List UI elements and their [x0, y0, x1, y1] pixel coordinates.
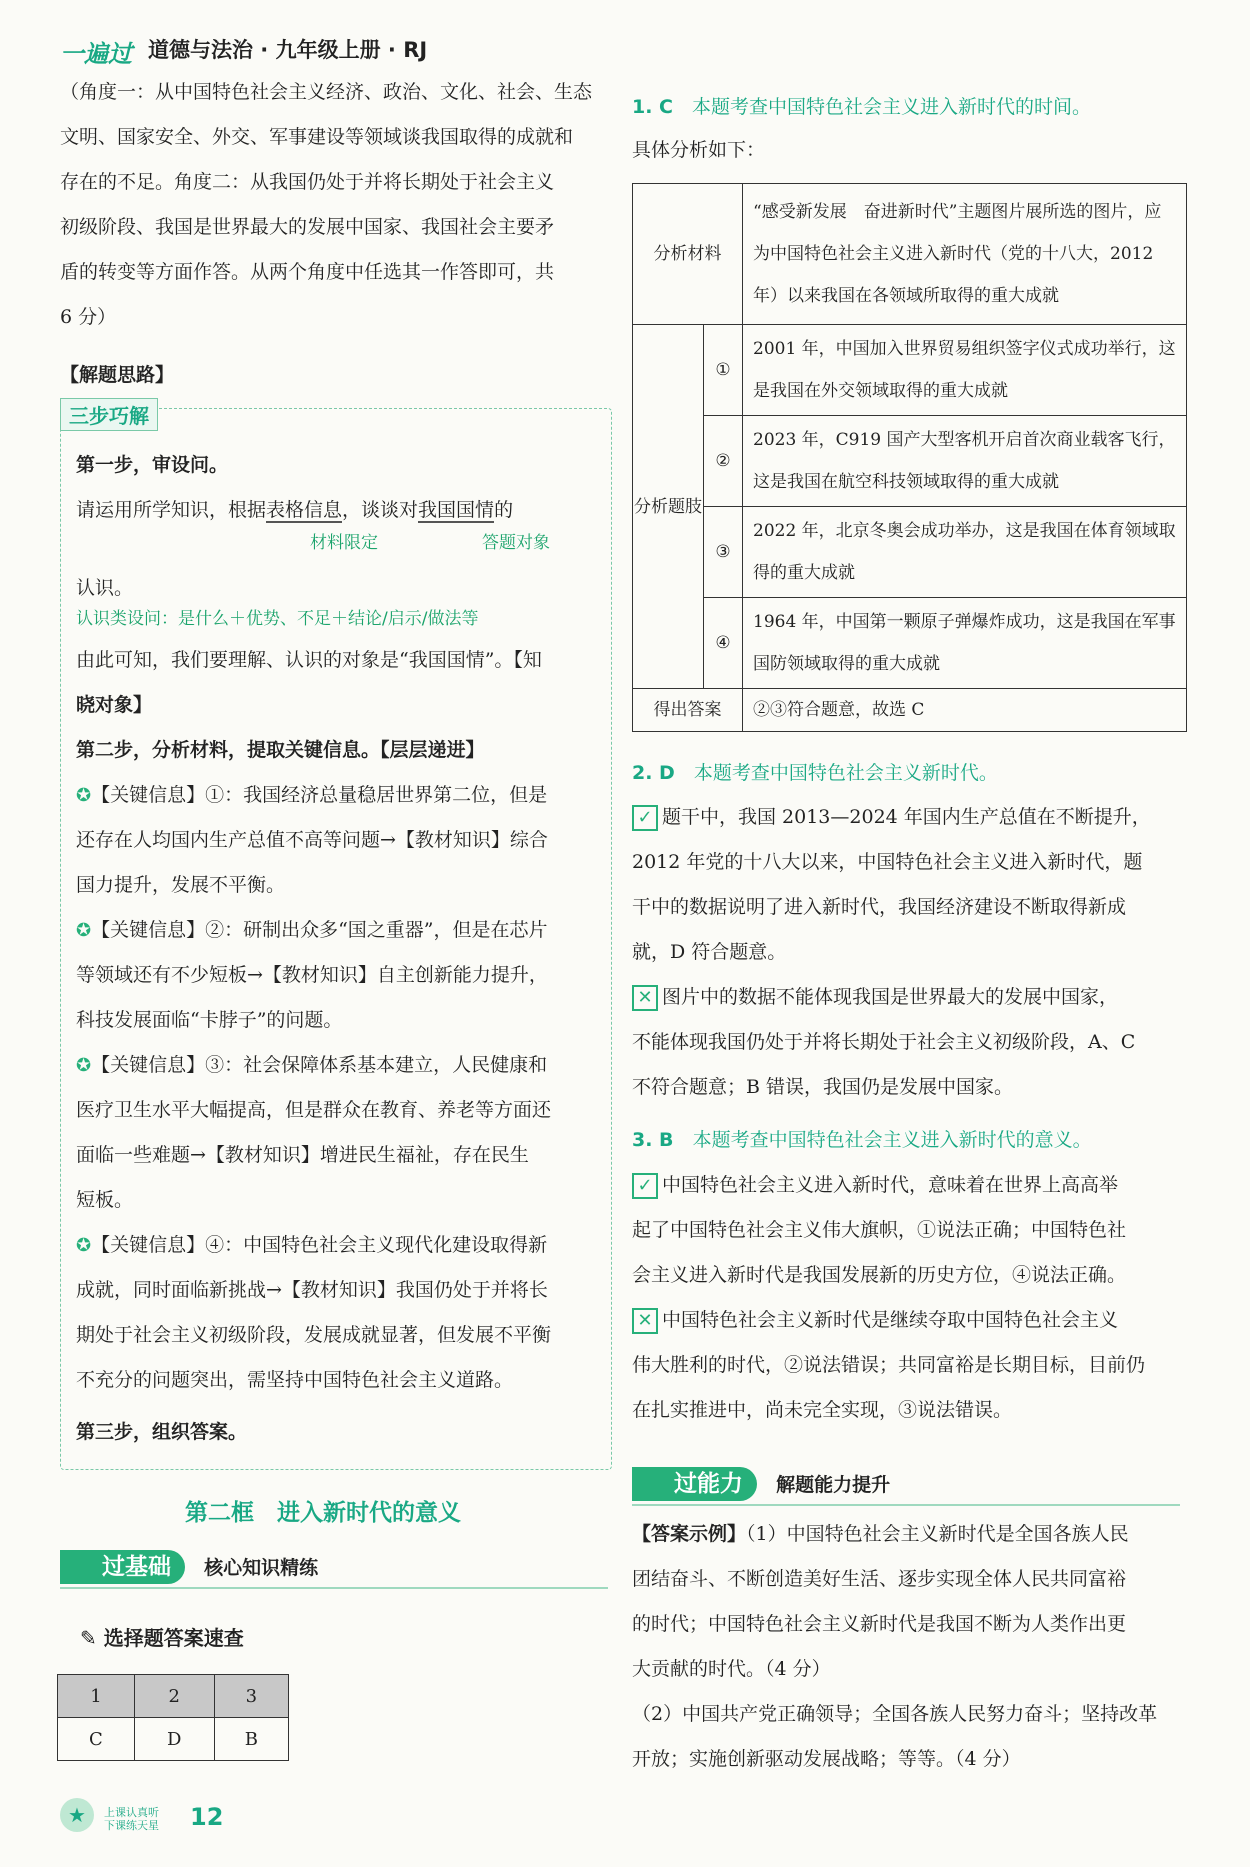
pencil-icon: ✎	[80, 1626, 97, 1650]
brand-logo: 一遍过	[60, 40, 132, 68]
basic-bar-sub: 核心知识精练	[204, 1557, 319, 1579]
q2-heading: 2. D 本题考查中国特色社会主义新时代。	[632, 762, 998, 784]
check-icon: ✓	[632, 1173, 658, 1199]
star-icon: ✪	[76, 920, 92, 941]
q1-sub: 具体分析如下：	[632, 139, 766, 161]
footer-slogan: 上课认真听 下课练天星	[104, 1806, 159, 1832]
intro-text: （角度一：从中国特色社会主义经济、政治、文化、社会、生态 文明、国家安全、外交、军事建设等领域谈我国取得的成就和 存在的不足。角度二：从我国仍处于并将长期处于社会主义 初级阶段、我国是世界最大的发展中国家、我国社会主要矛 盾的转变等方面作答。从两个角度中任选其一作答即可，共 6 分）	[60, 81, 593, 328]
answer-example: 【答案示例】（1）中国特色社会主义新时代是全国各族人民 团结奋斗、不断创造美好生活、逐步实现全体人民共同富裕 的时代；中国特色社会主义新时代是我国不断为人类作出更 大贡献的时代。（4 分） （2）中国共产党正确领导；全国各族人民努力奋斗；坚持改革 开放；实施创新驱动发展战略；等等。（4 分）	[632, 1523, 1158, 1770]
page-number: 12	[190, 1803, 224, 1831]
cross-icon: ✕	[632, 1308, 658, 1334]
step2-title: 第二步，分析材料，提取关键信息。【层层递进】	[76, 739, 485, 761]
star-icon: ✪	[76, 1235, 92, 1256]
page-header-title: 道德与法治 · 九年级上册 · RJ	[148, 38, 428, 62]
mascot-icon: ★	[60, 1798, 94, 1832]
ability-bar-label: 过能力	[632, 1467, 757, 1501]
analysis-table: 分析材料 “感受新发展 奋进新时代”主题图片展所选的图片，应为中国特色社会主义进入新时代（党的十八大，2012 年）以来我国在各领域所取得的重大成就 分析题肢 ① 2001 年，中国加入世界贸易组织签字仪式成功举行，这是我国在外交领域取得的重大成就 ② 2023 年，C919 国产大型客机开启首次商业载客飞行，这是我国在航空科技领域取得的重大成就 ③ 2022 年，北京冬奥会成功举办，这是我国在体育领域取得的重大成就 ④ 1964 年，中国第一颗原子弹爆炸成功，这是我国在军事国防领域取得的重大成就 得出答案 ②③符合题意，故选 C	[632, 183, 1187, 732]
step1-title: 第一步，审设问。	[76, 454, 229, 476]
q1-heading: 1. C 本题考查中国特色社会主义进入新时代的时间。	[632, 96, 1092, 118]
key-info-list: ✪【关键信息】①：我国经济总量稳居世界第二位，但是 还存在人均国内生产总值不高等问题→【教材知识】综合 国力提升，发展不平衡。 ✪【关键信息】②：研制出众多“国之重器”，但是在芯片 等领域还有不少短板→【教材知识】自主创新能力提升， 科技发展面临“卡脖子”的问题。 ✪【关键信息】③：社会保障体系基本建立，人民健康和 医疗卫生水平大幅提高，但是群众在教育、养老等方面还 面临一些难题→【教材知识】增进民生福祉，存在民生 短板。 ✪【关键信息】④：中国特色社会主义现代化建设取得新 成就，同时面临新挑战→【教材知识】我国仍处于并将长 期处于社会主义初级阶段，发展成就显著，但发展不平衡 不充分的问题突出，需坚持中国特色社会主义道路。	[76, 773, 601, 1403]
cross-icon: ✕	[632, 985, 658, 1011]
star-icon: ✪	[76, 785, 92, 806]
quick-check-title: ✎ 选择题答案速查	[80, 1626, 244, 1650]
ability-bar-sub: 解题能力提升	[776, 1474, 891, 1496]
answer-table: 1 2 3 C D B	[57, 1674, 289, 1761]
step1-question-end: 认识。	[76, 577, 134, 599]
basic-bar	[60, 1548, 608, 1589]
star-icon: ✪	[76, 1055, 92, 1076]
q3-body: ✓ 中国特色社会主义进入新时代，意味着在世界上高高举 起了中国特色社会主义伟大旗帜，①说法正确；中国特色社 会主义进入新时代是我国发展新的历史方位，④说法正确。 ✕ 中国特色社会主义新时代是继续夺取中国特色社会主义 伟大胜利的时代，②说法错误；共同富裕是长期目标，目前仍 在扎实推进中，尚未完全实现，③说法错误。	[632, 1174, 1146, 1421]
thinking-label: 【解题思路】	[60, 364, 175, 386]
basic-bar-label: 过基础	[60, 1550, 185, 1584]
step3-title: 第三步，组织答案。	[76, 1421, 248, 1443]
section-title: 第二框 进入新时代的意义	[185, 1500, 461, 1526]
annotation-target: 答题对象	[482, 533, 550, 553]
three-steps-tag: 三步巧解	[60, 398, 158, 431]
annotation-type: 认识类设问：是什么＋优势、不足＋结论/启示/做法等	[76, 609, 479, 629]
annotation-material: 材料限定	[310, 533, 378, 553]
step1-question: 请运用所学知识，根据表格信息，谈谈对我国国情的	[76, 499, 514, 521]
step1-explain: 由此可知，我们要理解、认识的对象是“我国国情”。【知 晓对象】	[76, 649, 542, 716]
ability-bar	[632, 1465, 1180, 1506]
q3-heading: 3. B 本题考查中国特色社会主义进入新时代的意义。	[632, 1129, 1092, 1151]
check-icon: ✓	[632, 805, 658, 831]
q2-body: ✓ 题干中，我国 2013—2024 年国内生产总值在不断提升， 2012 年党的十八大以来，中国特色社会主义进入新时代，题 干中的数据说明了进入新时代，我国经济建设不断取得新成 就，D 符合题意。 ✕ 图片中的数据不能体现我国是世界最大的发展中国家， 不能体现我国仍处于并将长期处于社会主义初级阶段，A、C 不符合题意；B 错误，我国仍是发展中国家。	[632, 806, 1151, 1098]
